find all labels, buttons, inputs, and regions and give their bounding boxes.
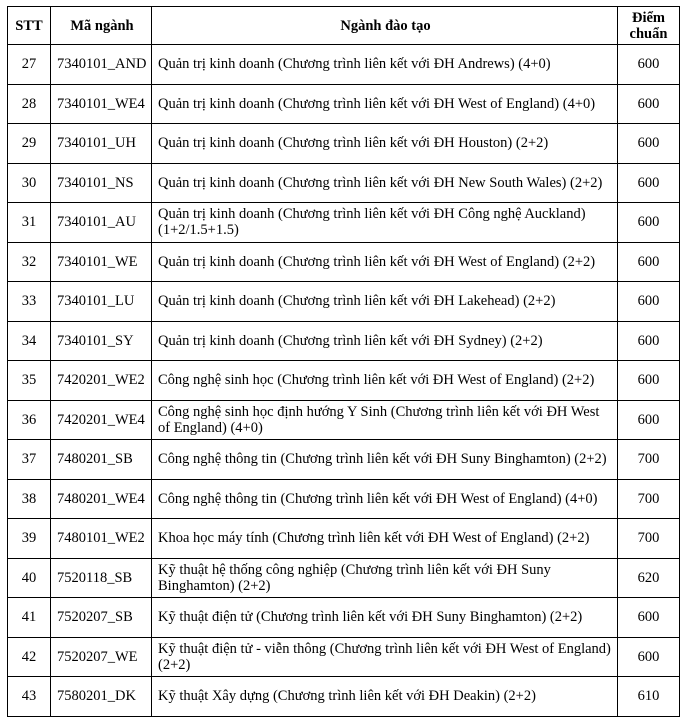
cell-stt: 35 xyxy=(8,361,51,401)
table-row xyxy=(8,282,680,322)
cell-code: 7420201_WE2 xyxy=(51,361,152,401)
cell-stt: 43 xyxy=(8,677,51,717)
cell-score: 600 xyxy=(618,282,680,322)
table-row xyxy=(8,163,680,203)
cell-code: 7520207_WE xyxy=(51,637,152,677)
cell-score: 610 xyxy=(618,677,680,717)
header-row xyxy=(8,7,680,45)
cell-name: Quản trị kinh doanh (Chương trình liên kết với ĐH Sydney) (2+2) xyxy=(152,321,618,361)
cell-name: Kỹ thuật điện tử - viễn thông (Chương trình liên kết với ĐH West of England) (2+2) xyxy=(152,637,618,677)
cell-score: 600 xyxy=(618,203,680,243)
table-row xyxy=(8,440,680,480)
cell-code: 7340101_AU xyxy=(51,203,152,243)
cell-name: Quản trị kinh doanh (Chương trình liên kết với ĐH New South Wales) (2+2) xyxy=(152,163,618,203)
cell-stt: 31 xyxy=(8,203,51,243)
cell-score: 700 xyxy=(618,479,680,519)
cell-score: 600 xyxy=(618,84,680,124)
cell-name: Quản trị kinh doanh (Chương trình liên kết với ĐH West of England) (2+2) xyxy=(152,242,618,282)
cell-score: 600 xyxy=(618,45,680,85)
cell-code: 7580201_DK xyxy=(51,677,152,717)
cell-stt: 28 xyxy=(8,84,51,124)
cell-stt: 34 xyxy=(8,321,51,361)
cell-score: 700 xyxy=(618,519,680,559)
cell-name: Kỹ thuật Xây dựng (Chương trình liên kết với ĐH Deakin) (2+2) xyxy=(152,677,618,717)
cell-code: 7340101_WE xyxy=(51,242,152,282)
cell-code: 7480101_WE2 xyxy=(51,519,152,559)
table-row xyxy=(8,558,680,598)
cell-name: Quản trị kinh doanh (Chương trình liên kết với ĐH Andrews) (4+0) xyxy=(152,45,618,85)
cell-score: 600 xyxy=(618,598,680,638)
cell-stt: 38 xyxy=(8,479,51,519)
table-row xyxy=(8,45,680,85)
cell-stt: 27 xyxy=(8,45,51,85)
cell-stt: 32 xyxy=(8,242,51,282)
table-row xyxy=(8,242,680,282)
cell-code: 7340101_WE4 xyxy=(51,84,152,124)
table-row xyxy=(8,519,680,559)
header-name: Ngành đào tạo xyxy=(152,7,618,45)
table-row xyxy=(8,84,680,124)
cell-name: Khoa học máy tính (Chương trình liên kết với ĐH West of England) (2+2) xyxy=(152,519,618,559)
cell-code: 7420201_WE4 xyxy=(51,400,152,440)
table-row xyxy=(8,321,680,361)
cell-stt: 37 xyxy=(8,440,51,480)
admission-scores-table xyxy=(7,6,680,717)
cell-name: Quản trị kinh doanh (Chương trình liên kết với ĐH West of England) (4+0) xyxy=(152,84,618,124)
cell-code: 7520207_SB xyxy=(51,598,152,638)
cell-name: Công nghệ thông tin (Chương trình liên kết với ĐH Suny Binghamton) (2+2) xyxy=(152,440,618,480)
cell-name: Quản trị kinh doanh (Chương trình liên kết với ĐH Công nghệ Auckland) (1+2/1.5+1.5) xyxy=(152,203,618,243)
cell-stt: 30 xyxy=(8,163,51,203)
cell-name: Quản trị kinh doanh (Chương trình liên kết với ĐH Houston) (2+2) xyxy=(152,124,618,164)
cell-score: 600 xyxy=(618,242,680,282)
cell-code: 7340101_SY xyxy=(51,321,152,361)
cell-code: 7340101_UH xyxy=(51,124,152,164)
cell-stt: 33 xyxy=(8,282,51,322)
table-row xyxy=(8,124,680,164)
cell-score: 600 xyxy=(618,361,680,401)
table-row xyxy=(8,203,680,243)
cell-stt: 42 xyxy=(8,637,51,677)
cell-score: 600 xyxy=(618,124,680,164)
table-row xyxy=(8,637,680,677)
cell-code: 7340101_AND xyxy=(51,45,152,85)
cell-name: Công nghệ sinh học định hướng Y Sinh (Chương trình liên kết với ĐH West of England) (4+0) xyxy=(152,400,618,440)
table-row xyxy=(8,677,680,717)
cell-score: 600 xyxy=(618,400,680,440)
header-code: Mã ngành xyxy=(51,7,152,45)
cell-stt: 29 xyxy=(8,124,51,164)
cell-stt: 40 xyxy=(8,558,51,598)
cell-name: Kỹ thuật hệ thống công nghiệp (Chương trình liên kết với ĐH Suny Binghamton) (2+2) xyxy=(152,558,618,598)
cell-score: 600 xyxy=(618,637,680,677)
table-row xyxy=(8,598,680,638)
cell-code: 7480201_SB xyxy=(51,440,152,480)
cell-score: 700 xyxy=(618,440,680,480)
table-row xyxy=(8,400,680,440)
table-row xyxy=(8,479,680,519)
cell-name: Công nghệ thông tin (Chương trình liên kết với ĐH West of England) (4+0) xyxy=(152,479,618,519)
cell-stt: 41 xyxy=(8,598,51,638)
cell-code: 7480201_WE4 xyxy=(51,479,152,519)
cell-name: Công nghệ sinh học (Chương trình liên kết với ĐH West of England) (2+2) xyxy=(152,361,618,401)
cell-stt: 39 xyxy=(8,519,51,559)
cell-code: 7340101_NS xyxy=(51,163,152,203)
cell-score: 620 xyxy=(618,558,680,598)
cell-code: 7520118_SB xyxy=(51,558,152,598)
cell-name: Quản trị kinh doanh (Chương trình liên kết với ĐH Lakehead) (2+2) xyxy=(152,282,618,322)
cell-code: 7340101_LU xyxy=(51,282,152,322)
header-stt: STT xyxy=(8,7,51,45)
cell-stt: 36 xyxy=(8,400,51,440)
table-row xyxy=(8,361,680,401)
cell-score: 600 xyxy=(618,321,680,361)
cell-name: Kỹ thuật điện tử (Chương trình liên kết với ĐH Suny Binghamton) (2+2) xyxy=(152,598,618,638)
table-body xyxy=(8,45,680,717)
cell-score: 600 xyxy=(618,163,680,203)
header-score: Điểm chuẩn xyxy=(618,7,680,45)
